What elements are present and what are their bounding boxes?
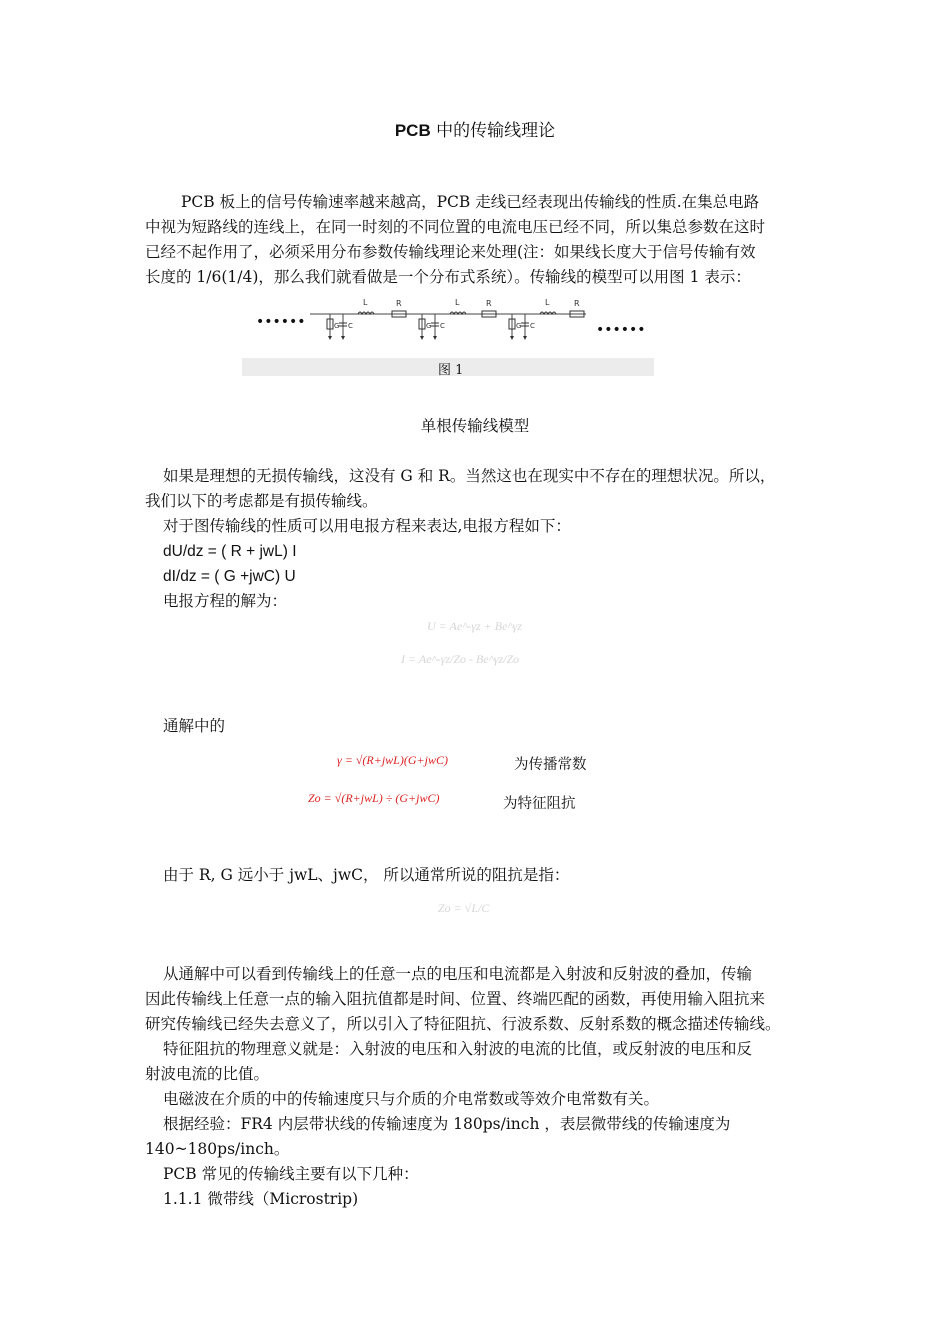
ellipsis-left: •••••• (256, 314, 306, 330)
equation-current-solution: I = Ae^-γz/Zo - Be^γz/Zo (401, 652, 520, 666)
equation-propagation-constant: γ = √(R+jwL)(G+jwC) (337, 753, 448, 767)
figure-subtitle: 单根传输线模型 (420, 417, 530, 435)
ellipsis-right: •••••• (596, 322, 646, 338)
equation-characteristic-impedance: Zo = √(R+jwL) ÷ (G+jwC) (308, 791, 440, 805)
page-title: PCB 中的传输线理论 (394, 121, 556, 141)
svg-text:G: G (426, 322, 432, 330)
paragraph-line: 研究传输线已经失去意义了，所以引入了特征阻抗、行波系数、反射系数的概念描述传输线。 (145, 1015, 781, 1033)
paragraph-line: 已经不起作用了，必须采用分布参数传输线理论来处理(注：如果线长度大于信号传输有效 (145, 243, 756, 261)
impedance-note: 由于 R, G 远小于 jwL、jwC， 所以通常所说的阻抗是指： (163, 866, 570, 884)
line-segment-3 (509, 298, 584, 340)
figure-caption: 图 1 (438, 363, 464, 378)
paragraph-line: 中视为短路线的连线上，在同一时刻的不同位置的电流电压已经不同，所以集总参数在这时 (145, 218, 766, 236)
paragraph-line: 从通解中可以看到传输线上的任意一点的电压和电流都是入射波和反射波的叠加，传输 (163, 965, 753, 983)
svg-text:G: G (334, 322, 340, 330)
equation-voltage-solution: U = Ae^-γz + Be^γz (427, 619, 522, 633)
paragraph-line: PCB 板上的信号传输速率越来越高，PCB 走线已经表现出传输线的性质.在集总电路 (181, 193, 760, 211)
paragraph-line: PCB 常见的传输线主要有以下几种： (163, 1165, 419, 1183)
characteristic-impedance-label: 为特征阻抗 (503, 796, 576, 812)
paragraph-line: 长度的 1/6(1/4)，那么我们就看做是一个分布式系统）。传输线的模型可以用图 1 表示： (145, 268, 751, 286)
svg-text:C: C (530, 322, 535, 330)
propagation-constant-label: 为传播常数 (514, 757, 587, 773)
section-lossy-line (145, 464, 813, 614)
svg-text:R: R (396, 299, 402, 308)
svg-text:G: G (516, 322, 522, 330)
section-characteristic-impedance (145, 962, 813, 1212)
paragraph-line: 射波电流的比值。 (145, 1065, 270, 1083)
paragraph-line: 因此传输线上任意一点的输入阻抗值都是时间、位置、终端匹配的函数，再使用输入阻抗来 (145, 990, 766, 1008)
equation-zo-simplified: Zo = √L/C (438, 901, 490, 915)
paragraph-line: 特征阻抗的物理意义就是：入射波的电压和入射波的电流的比值，或反射波的电压和反 (163, 1040, 753, 1058)
equation-du-dz: dU/dz = ( R + jwL) I (163, 543, 297, 560)
line-segment-2 (419, 298, 496, 340)
paragraph-line: 140~180ps/inch。 (145, 1140, 290, 1158)
paragraph-line: 根据经验：FR4 内层带状线的传输速度为 180ps/inch ，表层微带线的传输速度为 (163, 1115, 731, 1133)
intro-paragraph (145, 190, 813, 290)
svg-text:R: R (486, 299, 492, 308)
svg-text:C: C (440, 322, 445, 330)
general-solution-label: 通解中的 (163, 717, 226, 735)
paragraph-line: 对于图传输线的性质可以用电报方程来表达,电报方程如下： (163, 517, 571, 535)
svg-text:R: R (574, 299, 580, 308)
svg-text:C: C (348, 322, 353, 330)
section-heading-microstrip: 1.1.1 微带线（Microstrip) (163, 1190, 359, 1208)
paragraph-line: 电报方程的解为： (163, 592, 288, 610)
paragraph-line: 电磁波在介质的中的传输速度只与介质的介电常数或等效介电常数有关。 (163, 1090, 660, 1108)
equation-di-dz: dI/dz = ( G +jwC) U (163, 568, 296, 585)
svg-text:L: L (363, 298, 368, 307)
paragraph-line: 如果是理想的无损传输线，这没有 G 和 R。当然这也在现实中不存在的理想状况。所以， (163, 467, 776, 485)
svg-text:L: L (455, 298, 460, 307)
svg-text:L: L (545, 298, 550, 307)
line-segment-1 (327, 298, 406, 340)
paragraph-line: 我们以下的考虑都是有损传输线。 (145, 492, 378, 510)
